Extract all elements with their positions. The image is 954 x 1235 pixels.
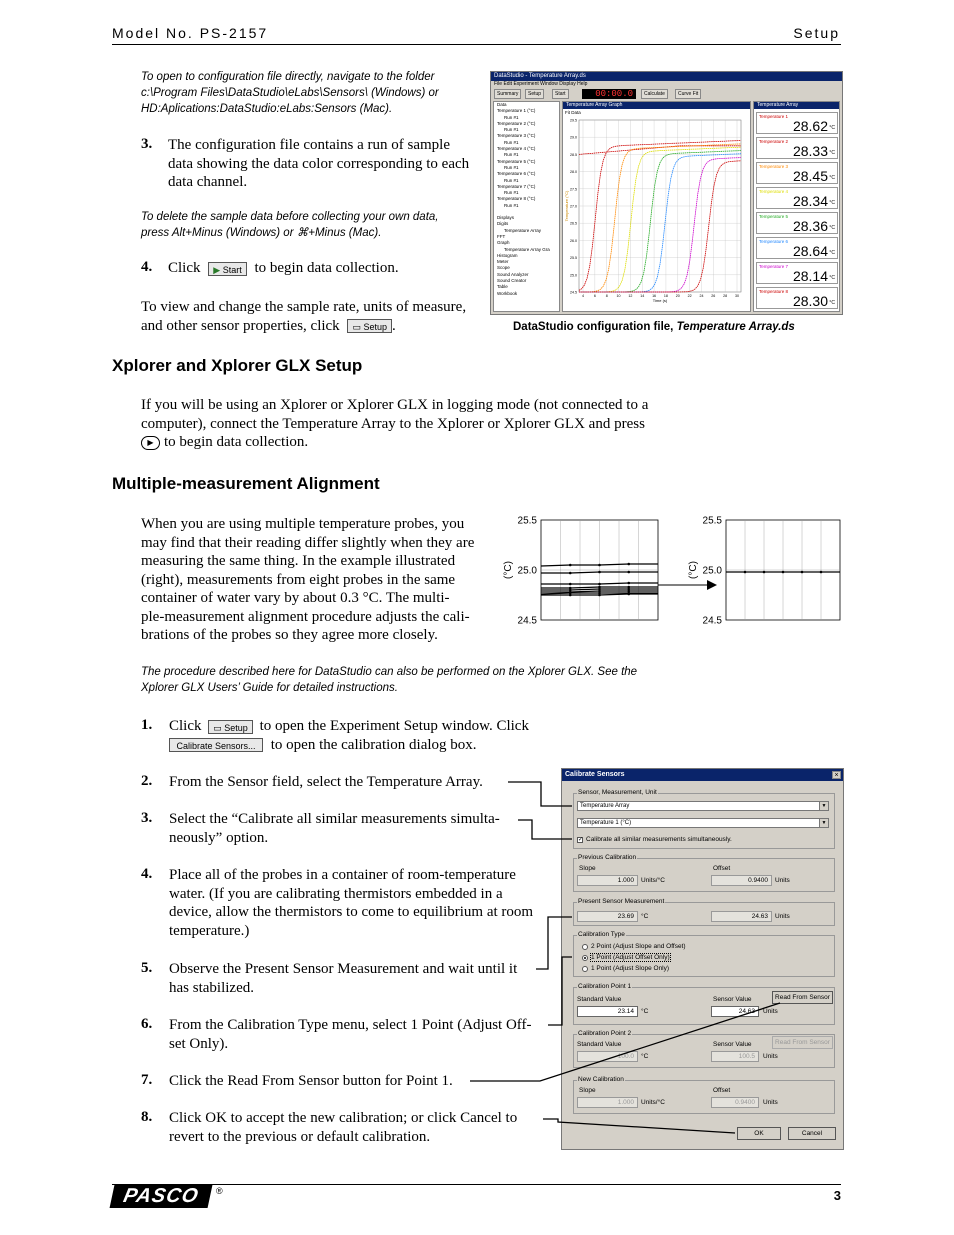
readout-value: 28.62 — [792, 118, 828, 134]
calibrate-sensors-button[interactable]: Calibrate Sensors... — [169, 738, 263, 752]
text: to open the calibration dialog box. — [270, 736, 477, 753]
digits-readout — [756, 137, 838, 159]
units-label: Units/°C — [641, 1099, 665, 1106]
radio-one-point-offset[interactable] — [582, 955, 588, 961]
step-number: 1. — [141, 717, 153, 733]
xplorer-heading: Xplorer and Xplorer GLX Setup — [112, 356, 363, 375]
summary-panel — [493, 101, 560, 312]
group-label: Calibration Point 2 — [578, 1030, 632, 1037]
step-number: 3. — [141, 810, 153, 826]
tree-item-run[interactable]: Run #1 — [504, 202, 519, 208]
note-line: The procedure described here for DataStudio can also be performed on the Xplorer GLX. See the — [141, 666, 638, 678]
x-tick-label: 8 — [605, 294, 608, 298]
y-tick-label: 25.5 — [702, 515, 722, 527]
display-item[interactable]: Sound Creator — [497, 278, 527, 284]
y-tick-label: 25.0 — [517, 565, 537, 577]
group-label: Sensor, Measurement, Unit — [578, 789, 657, 796]
logo-text: PASCO — [121, 1185, 201, 1207]
present-celsius-field: 23.69 — [577, 911, 638, 922]
calibration-point1-group — [573, 983, 835, 1025]
calibration-point2-group — [573, 1030, 835, 1068]
x-tick-label: 22 — [687, 294, 692, 298]
text-line: temperature.) — [169, 922, 250, 939]
dialog-title: Calibrate Sensors — [562, 769, 843, 781]
y-tick-label: 24.5 — [570, 290, 577, 295]
prev-offset-field: 0.9400 — [711, 875, 772, 886]
x-tick-label: 10 — [616, 294, 621, 298]
group-label: Calibration Type — [578, 931, 625, 938]
text-line: device, allow the thermistors to come to equilibrium at room — [169, 904, 534, 920]
x-tick-label: 16 — [652, 294, 657, 298]
x-tick-label: 30 — [735, 294, 739, 298]
x-tick-label: 12 — [628, 294, 633, 298]
radio-two-point[interactable] — [582, 944, 588, 950]
model-number: Model No. PS-2157 — [112, 25, 269, 41]
text-line: computer), connect the Temperature Array to the Xplorer or Xplorer GLX and press — [141, 415, 645, 432]
display-item[interactable]: Temperature Array Gra — [504, 246, 550, 252]
display-item[interactable]: Workbook — [497, 290, 518, 296]
point1-standard-input[interactable]: 23.14 — [577, 1006, 638, 1017]
y-tick-label: 26.0 — [570, 238, 577, 243]
tree-item-run[interactable]: Run #1 — [504, 152, 519, 158]
display-item[interactable]: Scope — [497, 265, 510, 271]
setup-icon: ▭ — [352, 322, 361, 333]
new-offset-field: 0.9400 — [711, 1097, 759, 1108]
digits-readout — [756, 237, 838, 259]
data-point — [598, 571, 601, 574]
present-measurement-group — [573, 898, 835, 926]
tree-item-measurement[interactable]: Temperature 3 (°C) — [497, 133, 536, 139]
xplorer-text — [141, 396, 701, 452]
page-number: 3 — [833, 1188, 841, 1203]
toolbar — [491, 88, 842, 100]
tree-item-measurement[interactable]: Temperature 7 (°C) — [497, 183, 536, 189]
temperature-graph — [563, 116, 750, 312]
data-point — [801, 571, 804, 574]
digits-readout — [756, 287, 838, 309]
tree-item-run[interactable]: Run #1 — [504, 190, 519, 196]
step3-text — [168, 136, 488, 192]
data-point — [569, 594, 572, 597]
y-tick-label: 24.5 — [517, 615, 537, 626]
group-label: Present Sensor Measurement — [578, 898, 665, 905]
text-line: To view and change the sample rate, units of measure, — [141, 299, 467, 315]
radio-label: 2 Point (Adjust Slope and Offset) — [591, 943, 686, 950]
text-line: may find that their reading differ slightly when they are — [141, 534, 475, 551]
text-line: Click the Read From Sensor button for Point 1. — [169, 1073, 453, 1089]
data-point — [569, 572, 572, 575]
tree-root[interactable]: Data — [497, 102, 507, 107]
start-button[interactable] — [208, 262, 246, 276]
point1-sensor-input[interactable]: 24.63 — [711, 1006, 759, 1017]
text-line: ple-measurement alignment procedure adjusts the cali- — [141, 608, 470, 625]
graph-panel — [562, 101, 751, 312]
step-text — [169, 773, 561, 792]
y-tick-label: 25.0 — [570, 273, 577, 278]
data-point — [569, 564, 572, 567]
step-number: 7. — [141, 1072, 153, 1088]
display-item[interactable]: Graph — [497, 240, 510, 246]
setup-label: Setup — [224, 722, 248, 733]
text-line — [169, 736, 559, 755]
readout-label: Temperature 4 — [759, 189, 789, 194]
chevron-down-icon: ▼ — [819, 819, 828, 827]
delete-note-line: press Alt+Minus (Windows) or ⌘+Minus (Mac). — [141, 227, 382, 239]
step-text — [169, 1016, 561, 1053]
section-title: Setup — [793, 25, 840, 41]
sensor-group — [573, 789, 835, 849]
unit-label: Units — [763, 1053, 778, 1060]
text-line: set Only). — [169, 1035, 229, 1052]
text-line — [141, 317, 486, 336]
setup-button[interactable] — [208, 720, 253, 734]
y-tick-label: 27.0 — [570, 204, 577, 209]
readout-unit: °C — [829, 125, 835, 131]
previous-calibration-group — [573, 854, 835, 892]
units-label: Units — [763, 1099, 778, 1106]
text: and other sensor properties, click — [141, 317, 340, 334]
step-number: 2. — [141, 773, 153, 789]
y-axis-label: (°C) — [688, 561, 699, 579]
readout-unit: °C — [829, 275, 835, 281]
play-button-icon: ▶ — [141, 436, 160, 450]
readout-value: 28.14 — [792, 268, 828, 284]
readout-label: Temperature 3 — [759, 164, 789, 169]
data-point — [782, 571, 785, 574]
measurement-value: Temperature 1 (°C) — [580, 820, 632, 826]
tree-item-run[interactable]: Run #1 — [504, 164, 519, 170]
step-text — [169, 1109, 561, 1146]
step-text — [169, 810, 561, 847]
data-point — [598, 594, 601, 597]
alignment-heading: Multiple-measurement Alignment — [112, 474, 380, 493]
new-calibration-group — [573, 1076, 835, 1114]
tree-item-measurement[interactable]: Temperature 6 (°C) — [497, 171, 536, 177]
delete-note — [141, 209, 481, 241]
cancel-button[interactable]: Cancel — [788, 1127, 836, 1140]
y-tick-label: 24.5 — [702, 615, 722, 626]
offset-label: Offset — [713, 1087, 731, 1094]
text: Click — [168, 260, 201, 276]
text-line: has stabilized. — [169, 979, 254, 996]
digits-readout — [756, 187, 838, 209]
tree-item-run[interactable]: Run #1 — [504, 177, 519, 183]
graph-title: Temperature Array Graph — [563, 102, 750, 109]
tree-item-run[interactable]: Run #1 — [504, 127, 519, 133]
tree-item-measurement[interactable]: Temperature 1 (°C) — [497, 108, 536, 114]
datastudio-screenshot — [490, 71, 843, 315]
window-title: DataStudio - Temperature Array.ds — [491, 72, 842, 81]
measurement-select[interactable] — [577, 818, 829, 828]
text-line — [169, 717, 559, 736]
sensor-value-label: Sensor Value — [713, 1041, 752, 1048]
display-item[interactable]: Digits — [497, 221, 509, 227]
text-line: The configuration file contains a run of sample — [168, 137, 450, 153]
standard-value-label: Standard Value — [577, 996, 622, 1003]
play-icon: ▶ — [213, 264, 221, 275]
digits-readout — [756, 262, 838, 284]
x-tick-label: 4 — [582, 294, 584, 298]
step-number: 4. — [141, 866, 153, 882]
y-tick-label: 28.0 — [570, 170, 577, 175]
standard-value-label: Standard Value — [577, 1041, 622, 1048]
display-item[interactable]: Sound Analyzer — [497, 271, 529, 277]
calibrate-all-checkbox[interactable]: ✓ — [578, 837, 584, 843]
step-number: 6. — [141, 1016, 153, 1032]
caption-filename: Temperature Array.ds — [676, 321, 795, 333]
readout-label: Temperature 5 — [759, 214, 789, 219]
data-point — [627, 563, 630, 566]
y-tick-label: 26.5 — [570, 221, 577, 226]
units-label: Units/°C — [641, 877, 665, 884]
x-tick-label: 28 — [723, 294, 728, 298]
data-point — [820, 571, 823, 574]
y-axis-label: Temperature (°C) — [564, 190, 569, 222]
readout-label: Temperature 8 — [759, 289, 789, 294]
text-line: brations of the probes so they agree more closely. — [141, 627, 438, 643]
graph-toolbar[interactable]: Fit Data — [565, 110, 581, 115]
after-chart — [688, 516, 840, 627]
x-tick-label: 20 — [675, 294, 680, 298]
figure-caption — [513, 321, 795, 333]
step-number: 4. — [141, 259, 153, 275]
y-tick-label: 27.5 — [570, 187, 577, 192]
header-rule — [112, 44, 841, 45]
checkbox-label: Calibrate all similar measurements simultaneously. — [586, 836, 732, 843]
readout-label: Temperature 6 — [759, 239, 789, 244]
setup-icon: ▭ — [213, 722, 222, 733]
x-tick-label: 6 — [593, 294, 596, 298]
sensor-value: Temperature Array — [580, 803, 630, 809]
present-units-field: 24.63 — [711, 911, 772, 922]
unit-label: Units — [775, 913, 790, 920]
readout-value: 28.33 — [792, 143, 828, 159]
unit-label: °C — [641, 1008, 649, 1015]
tree-item-run[interactable]: Run #1 — [504, 114, 519, 120]
data-point — [569, 583, 572, 586]
displays-root[interactable]: Displays — [497, 215, 515, 221]
delete-note-line: To delete the sample data before collecting your own data, — [141, 211, 439, 223]
y-tick-label: 29.5 — [570, 118, 577, 123]
sensor-value-label: Sensor Value — [713, 996, 752, 1003]
readout-value: 28.45 — [792, 168, 828, 184]
readout-value: 28.34 — [792, 193, 828, 209]
group-label: New Calibration — [578, 1076, 624, 1083]
digits-panel — [753, 101, 840, 312]
unit-label: °C — [641, 913, 649, 920]
display-item[interactable]: FFT — [497, 233, 506, 239]
point2-standard-input[interactable]: 100.0 — [577, 1051, 638, 1062]
step4-text — [168, 259, 399, 278]
readout-label: Temperature 1 — [759, 114, 789, 119]
slope-label: Slope — [579, 1087, 596, 1094]
tree-item-measurement[interactable]: Temperature 4 (°C) — [497, 146, 536, 152]
summary-button[interactable]: Summary — [494, 89, 521, 99]
step-number: 5. — [141, 960, 153, 976]
radio-one-point-slope[interactable] — [582, 966, 588, 972]
read-from-sensor-button-1[interactable]: Read From Sensor — [772, 991, 833, 1004]
group-label: Previous Calibration — [578, 854, 637, 861]
unit-label: °C — [641, 1053, 649, 1060]
x-tick-label: 26 — [711, 294, 716, 298]
radio-label: 1 Point (Adjust Slope Only) — [591, 965, 670, 972]
tree-item-measurement[interactable]: Temperature 5 (°C) — [497, 158, 536, 164]
step-text — [169, 866, 561, 940]
digits-readout — [756, 212, 838, 234]
data-point — [598, 583, 601, 586]
digits-title: Temperature Array — [754, 102, 839, 109]
data-point — [763, 571, 766, 574]
tree-item-measurement[interactable]: Temperature 8 (°C) — [497, 196, 536, 202]
x-tick-label: 18 — [663, 294, 668, 298]
readout-unit: °C — [829, 250, 835, 256]
text: to open the Experiment Setup window. Click — [259, 718, 529, 734]
step-text — [169, 1072, 561, 1091]
step1-text — [169, 717, 559, 754]
readout-label: Temperature 2 — [759, 139, 789, 144]
ok-button[interactable]: OK — [737, 1127, 781, 1140]
data-point — [627, 571, 630, 574]
digits-readout — [756, 112, 838, 134]
data-point — [627, 582, 630, 585]
tree-item-measurement[interactable]: Temperature 2 (°C) — [497, 120, 536, 126]
readout-unit: °C — [829, 300, 835, 306]
step-number: 3. — [141, 136, 153, 152]
prev-slope-field: 1.000 — [577, 875, 638, 886]
readout-value: 28.64 — [792, 243, 828, 259]
display-item[interactable]: Histogram — [497, 252, 518, 258]
new-slope-field: 1.000 — [577, 1097, 638, 1108]
text-line: From the Sensor field, select the Temperature Array. — [169, 774, 483, 790]
chevron-down-icon: ▼ — [819, 802, 828, 810]
text-line: (right), measurements from eight probes in the same — [141, 571, 456, 588]
text-line: Observe the Present Sensor Measurement and wait until it — [169, 961, 518, 977]
footer-rule — [112, 1184, 841, 1185]
text-line: measuring the same thing. In the example illustrated — [141, 553, 456, 569]
y-axis-label: (°C) — [503, 561, 514, 579]
y-tick-label: 28.5 — [570, 152, 577, 157]
readout-unit: °C — [829, 150, 835, 156]
step-number: 8. — [141, 1109, 153, 1125]
alignment-text — [141, 515, 491, 645]
display-item[interactable]: Meter — [497, 259, 509, 265]
note-line: Xplorer GLX Users’ Guide for detailed instructions. — [141, 682, 398, 694]
text-line: If you will be using an Xplorer or Xplorer GLX in logging mode (not connected to a — [141, 397, 649, 413]
text: to begin data collection. — [164, 434, 309, 450]
view-para — [141, 298, 486, 335]
text-line: container of water vary by about 0.3 °C. The multi- — [141, 590, 450, 606]
group-label: Calibration Point 1 — [578, 983, 632, 990]
intro-note-line: c:\Program Files\DataStudio\eLabs\Sensors\ (Windows) or — [141, 87, 439, 99]
y-tick-label: 25.5 — [570, 256, 577, 261]
text-line — [141, 433, 701, 452]
text-line: When you are using multiple temperature probes, you — [141, 516, 465, 532]
readout-value: 28.36 — [792, 218, 828, 234]
text-line: Click OK to accept the new calibration; or click Cancel to — [169, 1110, 518, 1126]
tree-item-run[interactable]: Run #1 — [504, 139, 519, 145]
sensor-select[interactable] — [577, 801, 829, 811]
start-button[interactable]: Start — [552, 89, 569, 99]
digits-readout — [756, 162, 838, 184]
point2-sensor-input[interactable]: 100.5 — [711, 1051, 759, 1062]
menu-bar[interactable]: File Edit Experiment Window Display Help — [494, 81, 588, 87]
alignment-note — [141, 664, 701, 696]
alignment-charts — [498, 514, 844, 626]
data-point — [744, 571, 747, 574]
offset-label: Offset — [713, 865, 731, 872]
readout-unit: °C — [829, 225, 835, 231]
close-icon[interactable]: × — [832, 771, 841, 779]
display-item[interactable]: Temperature Array — [504, 227, 542, 233]
setup-button[interactable] — [347, 319, 392, 333]
slope-label: Slope — [579, 865, 596, 872]
intro-note-line: To open to configuration file directly, navigate to the folder — [141, 71, 435, 83]
units-label: Units — [775, 877, 790, 884]
readout-unit: °C — [829, 200, 835, 206]
setup-label: Setup — [363, 322, 387, 333]
read-from-sensor-button-2[interactable]: Read From Sensor — [772, 1036, 833, 1049]
y-tick-label: 25.0 — [702, 565, 722, 577]
text-line: Select the “Calibrate all similar measurements simulta- — [169, 811, 500, 827]
x-tick-label: 24 — [699, 294, 704, 298]
text-line: neously” option. — [169, 829, 269, 846]
readout-label: Temperature 7 — [759, 264, 789, 269]
arrow-icon — [658, 580, 717, 590]
x-tick-label: 14 — [640, 294, 645, 298]
calibrate-sensors-dialog — [561, 768, 844, 1150]
curve-fit-button[interactable]: Curve Fit — [675, 89, 701, 99]
radio-label: 1 Point (Adjust Offset Only) — [591, 954, 670, 961]
readout-unit: °C — [829, 175, 835, 181]
text-line: From the Calibration Type menu, select 1 Point (Adjust Off- — [169, 1017, 532, 1033]
text-line: Place all of the probes in a container of room-temperature — [169, 867, 516, 883]
readout-value: 28.30 — [792, 293, 828, 309]
unit-label: Units — [763, 1008, 778, 1015]
registered-mark: ® — [216, 1186, 223, 1196]
y-tick-label: 29.0 — [570, 135, 577, 140]
before-chart — [503, 516, 658, 627]
text-line: data showing the data color corresponding to each — [168, 155, 470, 172]
data-point — [627, 593, 630, 596]
x-axis-label: Time (s) — [652, 298, 668, 303]
calibration-type-group — [573, 931, 835, 977]
text: Click — [169, 718, 202, 734]
text: . — [392, 317, 396, 334]
intro-note-line: HD:Aplications:DataStudio:eLabs:Sensors (Mac). — [141, 103, 393, 115]
step-text — [169, 960, 561, 997]
start-label: Start — [222, 264, 242, 275]
calculate-button[interactable]: Calculate — [641, 89, 668, 99]
caption-text: DataStudio configuration file, — [513, 321, 674, 333]
text: to begin data collection. — [254, 260, 399, 276]
intro-note — [141, 69, 481, 117]
display-item[interactable]: Table — [497, 284, 508, 290]
text-line: revert to the previous or default calibration. — [169, 1128, 431, 1145]
pasco-logo — [110, 1185, 213, 1208]
text-line: water. (If you are calibrating thermistors embedded in a — [169, 885, 503, 902]
data-point — [598, 564, 601, 567]
timer-display: 00:00.0 — [582, 89, 636, 99]
y-tick-label: 25.5 — [517, 515, 537, 527]
setup-button[interactable]: Setup — [525, 89, 544, 99]
text-line: data channel. — [168, 174, 248, 190]
